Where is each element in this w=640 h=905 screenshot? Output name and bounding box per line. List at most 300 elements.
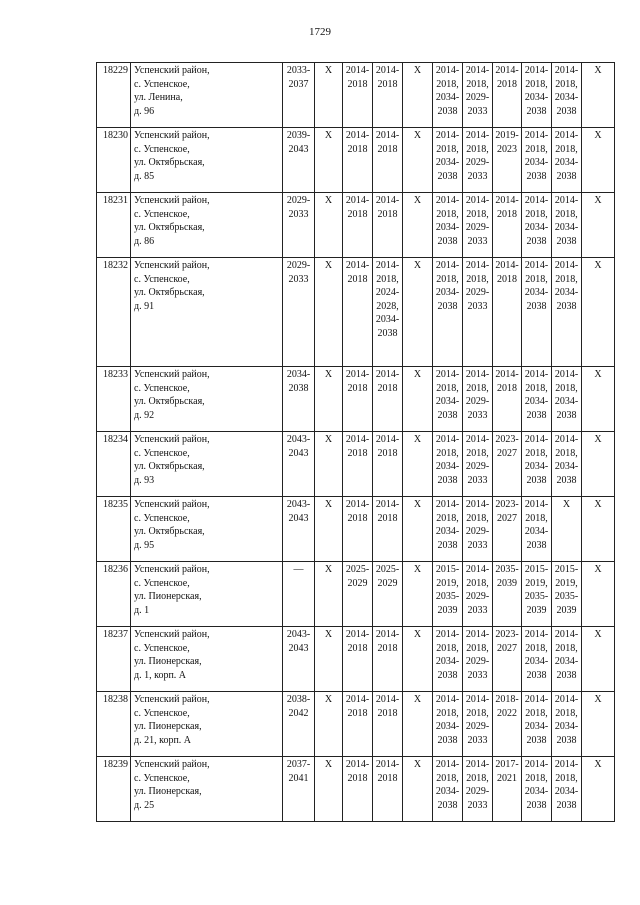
period-cell (403, 258, 433, 367)
address-line: ул. Октябрьская, (134, 222, 205, 233)
period-cell (433, 432, 463, 497)
period-cell (315, 258, 343, 367)
row-id: 18236 (97, 562, 131, 627)
cell-line: 2029- (465, 656, 490, 667)
address-cell (131, 193, 283, 258)
period-cell (582, 63, 615, 128)
cell-line: 2014- (465, 694, 490, 705)
cell-line: 2014- (524, 369, 549, 380)
cell-line: 2014- (435, 434, 460, 445)
cell-line: 2027 (497, 642, 517, 654)
cell-line: 2014- (554, 130, 579, 141)
cell-line: 2018 (347, 273, 368, 285)
address-line: д. 25 (134, 799, 155, 811)
cell-line: 2038 (437, 799, 458, 811)
period-cell (403, 757, 433, 822)
cell-line: 2034- (524, 287, 549, 298)
table-row (97, 497, 615, 562)
cell-line: 2018 (347, 642, 368, 654)
row-id: 18239 (97, 757, 131, 822)
cell-line: 2015- (554, 564, 579, 575)
period-cell (373, 258, 403, 367)
period-cell (493, 63, 522, 128)
cell-line: X (324, 65, 333, 76)
cell-line: 2014- (524, 195, 549, 206)
address-cell (131, 63, 283, 128)
period-cell (283, 367, 315, 432)
cell-line: 2014- (554, 260, 579, 271)
cell-line: 2018, (436, 78, 459, 90)
cell-line: 2035- (554, 591, 579, 602)
cell-line: X (594, 130, 602, 141)
period-cell (522, 193, 552, 258)
address-cell (131, 432, 283, 497)
cell-line: 2018 (347, 208, 368, 220)
period-cell (373, 432, 403, 497)
period-cell (463, 757, 493, 822)
cell-line: 2029- (286, 195, 311, 206)
cell-line: 2018 (347, 512, 368, 524)
period-cell (552, 757, 582, 822)
cell-line: 2038 (526, 409, 547, 421)
period-cell (522, 63, 552, 128)
cell-line: 2034- (435, 526, 460, 537)
table-row (97, 627, 615, 692)
period-cell (463, 562, 493, 627)
cell-line: X (594, 499, 602, 510)
period-cell (582, 432, 615, 497)
cell-line: 2014- (554, 759, 579, 770)
period-cell (552, 367, 582, 432)
address-line: с. Успенское, (134, 512, 190, 524)
cell-line: 2018, (436, 382, 459, 394)
period-cell (403, 367, 433, 432)
cell-line: 2034- (554, 656, 579, 667)
cell-line: 2033 (467, 409, 488, 421)
period-cell (582, 258, 615, 367)
period-cell (493, 258, 522, 367)
cell-line: 2014- (435, 195, 460, 206)
cell-line: 2018- (495, 694, 519, 705)
period-cell (433, 193, 463, 258)
cell-line: 2039 (526, 604, 547, 616)
cell-line: 2038 (526, 300, 547, 312)
table-row (97, 63, 615, 128)
cell-line: X (594, 65, 602, 76)
period-cell (433, 627, 463, 692)
cell-line: 2034- (524, 656, 549, 667)
cell-line: 2034- (524, 786, 549, 797)
address-cell (131, 128, 283, 193)
period-cell (493, 757, 522, 822)
cell-line: 2038 (556, 170, 577, 182)
cell-line: 2033 (467, 105, 488, 117)
cell-line: 2018, (525, 208, 548, 220)
period-cell (343, 193, 373, 258)
cell-line: 2038 (556, 105, 577, 117)
cell-line: 2038 (526, 170, 547, 182)
cell-line: 2014- (345, 629, 370, 640)
period-cell (315, 63, 343, 128)
address-line: Успенский район, (134, 195, 210, 206)
cell-line: 2041 (288, 772, 309, 784)
cell-line: 2014- (345, 759, 370, 770)
cell-line: 2034- (524, 526, 549, 537)
cell-line: 2018, (555, 143, 578, 155)
cell-line: 2018, (555, 78, 578, 90)
cell-line: 2034- (554, 721, 579, 732)
cell-line: 2033 (467, 474, 488, 486)
table-row (97, 367, 615, 432)
address-line: с. Успенское, (134, 78, 190, 90)
cell-line: 2018 (377, 707, 398, 719)
cell-line: 2029 (347, 577, 368, 589)
cell-line: 2017- (495, 759, 519, 770)
cell-line: X (413, 499, 422, 510)
period-cell (403, 562, 433, 627)
cell-line: 2014- (375, 369, 400, 380)
cell-line: 2037- (286, 759, 311, 770)
period-cell (315, 627, 343, 692)
cell-line: 2018, (466, 143, 489, 155)
address-line: Успенский район, (134, 369, 210, 380)
period-cell (552, 562, 582, 627)
cell-line: 2034- (375, 314, 400, 325)
period-cell (315, 367, 343, 432)
cell-line: 2018 (347, 447, 368, 459)
period-cell (493, 128, 522, 193)
period-cell (373, 692, 403, 757)
period-cell (522, 757, 552, 822)
cell-line: X (594, 434, 602, 445)
period-cell (522, 432, 552, 497)
cell-line: 2014- (524, 499, 549, 510)
cell-line: 2039 (437, 604, 458, 616)
cell-line: 2018, (436, 772, 459, 784)
address-cell (131, 367, 283, 432)
period-cell (373, 562, 403, 627)
period-cell (493, 193, 522, 258)
cell-line: 2014- (345, 195, 370, 206)
period-cell (433, 757, 463, 822)
cell-line: 2029- (465, 786, 490, 797)
period-cell (315, 757, 343, 822)
period-cell (522, 692, 552, 757)
address-cell (131, 757, 283, 822)
cell-line: 2018, (466, 447, 489, 459)
cell-line: 2034- (435, 396, 460, 407)
cell-line: 2038 (526, 235, 547, 247)
cell-line: 2014- (465, 434, 490, 445)
cell-line: 2018, (525, 772, 548, 784)
cell-line: 2038 (437, 669, 458, 681)
period-cell (343, 367, 373, 432)
cell-line: 2033 (467, 734, 488, 746)
period-cell (463, 63, 493, 128)
cell-line: 2014- (375, 65, 400, 76)
cell-line: 2018, (555, 208, 578, 220)
address-line: Успенский район, (134, 130, 210, 141)
address-line: ул. Октябрьская, (134, 157, 205, 168)
period-cell (433, 128, 463, 193)
cell-line: 2029- (465, 287, 490, 298)
cell-line: 2034- (524, 222, 549, 233)
cell-line: X (413, 369, 422, 380)
cell-line: 2025- (375, 564, 400, 575)
address-line: д. 93 (134, 474, 155, 486)
cell-line: 2043- (286, 434, 311, 445)
cell-line: 2018 (497, 382, 517, 394)
cell-line: X (413, 564, 422, 575)
period-cell (493, 432, 522, 497)
cell-line: 2014- (465, 759, 490, 770)
cell-line: 2034- (435, 287, 460, 298)
cell-line: 2018 (497, 208, 517, 220)
table-row (97, 757, 615, 822)
cell-line: 2018, (376, 273, 399, 285)
cell-line: 2018, (525, 707, 548, 719)
cell-line: 2014- (375, 434, 400, 445)
cell-line: 2014- (524, 629, 549, 640)
cell-line: 2029- (465, 721, 490, 732)
period-cell (343, 258, 373, 367)
cell-line: 2038 (556, 734, 577, 746)
cell-line: 2018, (436, 447, 459, 459)
cell-line: 2038 (556, 669, 577, 681)
table-row (97, 432, 615, 497)
period-cell (522, 562, 552, 627)
address-line: Успенский район, (134, 629, 210, 640)
cell-line: 2033 (467, 539, 488, 551)
address-line: ул. Октябрьская, (134, 461, 205, 472)
period-cell (373, 63, 403, 128)
period-cell (403, 193, 433, 258)
cell-line: 2023- (495, 499, 519, 510)
cell-line: 2014- (345, 65, 370, 76)
period-cell (283, 432, 315, 497)
cell-line: 2038 (437, 409, 458, 421)
cell-line: 2018, (555, 642, 578, 654)
schedule-table (96, 62, 615, 822)
cell-line: 2033 (467, 604, 488, 616)
cell-line: 2018 (497, 78, 517, 90)
cell-line: X (324, 499, 333, 510)
cell-line: 2014- (375, 130, 400, 141)
cell-line: 2014- (435, 629, 460, 640)
period-cell (463, 432, 493, 497)
cell-line: 2014- (524, 759, 549, 770)
cell-line: 2029- (465, 461, 490, 472)
period-cell (283, 258, 315, 367)
cell-line: 2043- (286, 499, 311, 510)
period-cell (283, 63, 315, 128)
cell-line: 2033 (467, 235, 488, 247)
cell-line: 2038 (437, 170, 458, 182)
cell-line: 2034- (554, 287, 579, 298)
period-cell (343, 757, 373, 822)
cell-line: 2014- (465, 260, 490, 271)
address-line: д. 86 (134, 235, 155, 247)
row-id: 18237 (97, 627, 131, 692)
period-cell (343, 627, 373, 692)
cell-line: 2014- (435, 694, 460, 705)
cell-line: 2034- (524, 396, 549, 407)
cell-line: X (324, 434, 333, 445)
period-cell (315, 497, 343, 562)
period-cell (463, 193, 493, 258)
cell-line: 2029- (465, 591, 490, 602)
cell-line: 2014- (435, 369, 460, 380)
cell-line: 2014- (435, 130, 460, 141)
cell-line: 2038 (437, 105, 458, 117)
period-cell (373, 367, 403, 432)
period-cell (403, 128, 433, 193)
address-line: д. 85 (134, 170, 155, 182)
cell-line: 2018, (436, 707, 459, 719)
cell-line: X (413, 195, 422, 206)
table-row (97, 258, 615, 367)
cell-line: 2019, (555, 577, 578, 589)
cell-line: X (594, 759, 602, 770)
period-cell (433, 63, 463, 128)
cell-line: 2035- (435, 591, 460, 602)
cell-line: X (324, 694, 333, 705)
period-cell (493, 692, 522, 757)
period-cell (522, 627, 552, 692)
cell-line: 2019, (525, 577, 548, 589)
cell-line: 2018, (525, 512, 548, 524)
cell-line: 2039 (497, 577, 517, 589)
cell-line: 2039 (556, 604, 577, 616)
cell-line: 2038 (526, 734, 547, 746)
cell-line: 2037 (288, 78, 309, 90)
cell-line: 2018, (466, 642, 489, 654)
cell-line: X (594, 564, 602, 575)
cell-line: X (413, 759, 422, 770)
period-cell (463, 497, 493, 562)
period-cell (373, 497, 403, 562)
period-cell (463, 258, 493, 367)
address-line: ул. Октябрьская, (134, 287, 205, 298)
address-line: д. 1, корп. А (134, 669, 187, 681)
address-line: д. 92 (134, 409, 155, 421)
period-cell (433, 692, 463, 757)
cell-line: 2029- (286, 260, 311, 271)
period-cell (522, 258, 552, 367)
cell-line: 2034- (554, 222, 579, 233)
cell-line: X (594, 260, 602, 271)
cell-line: 2027 (497, 447, 517, 459)
cell-line: 2014- (435, 260, 460, 271)
cell-line: 2038 (288, 382, 309, 394)
cell-line: X (413, 65, 422, 76)
cell-line: 2033 (467, 799, 488, 811)
cell-line: 2043 (288, 447, 309, 459)
cell-line: 2022 (497, 707, 517, 719)
cell-line: 2018 (347, 143, 368, 155)
cell-line: 2014- (554, 195, 579, 206)
period-cell (283, 193, 315, 258)
cell-line: 2014- (465, 65, 490, 76)
cell-line: 2029 (377, 577, 398, 589)
period-cell (582, 497, 615, 562)
period-cell (522, 367, 552, 432)
period-cell (315, 432, 343, 497)
period-cell (343, 128, 373, 193)
cell-line: 2014- (435, 65, 460, 76)
period-cell (373, 128, 403, 193)
cell-line: X (324, 260, 333, 271)
cell-line: 2038 (556, 799, 577, 811)
cell-line: 2014- (345, 369, 370, 380)
cell-line: 2014- (495, 65, 519, 76)
cell-line: 2014- (524, 694, 549, 705)
address-line: Успенский район, (134, 260, 210, 271)
period-cell (582, 757, 615, 822)
cell-line: 2018, (466, 772, 489, 784)
row-id: 18229 (97, 63, 131, 128)
cell-line: 2042 (288, 707, 309, 719)
cell-line: 2018, (436, 512, 459, 524)
address-line: ул. Пионерская, (134, 786, 202, 797)
address-line: с. Успенское, (134, 273, 190, 285)
table-body (97, 63, 615, 822)
cell-line: 2018 (347, 772, 368, 784)
cell-line: 2025- (345, 564, 370, 575)
cell-line: 2038 (556, 474, 577, 486)
cell-line: 2029- (465, 396, 490, 407)
address-line: Успенский район, (134, 759, 210, 770)
period-cell (343, 63, 373, 128)
cell-line: 2034- (524, 92, 549, 103)
cell-line: 2018, (555, 447, 578, 459)
cell-line: 2018, (466, 78, 489, 90)
period-cell (373, 193, 403, 258)
period-cell (403, 63, 433, 128)
address-line: с. Успенское, (134, 208, 190, 220)
address-line: с. Успенское, (134, 772, 190, 784)
address-line: с. Успенское, (134, 577, 190, 589)
period-cell (403, 432, 433, 497)
cell-line: 2019- (495, 130, 519, 141)
row-id: 18235 (97, 497, 131, 562)
period-cell (552, 128, 582, 193)
cell-line: 2033 (288, 273, 309, 285)
cell-line: 2038 (377, 327, 398, 339)
period-cell (403, 627, 433, 692)
period-cell (522, 128, 552, 193)
cell-line: 2018, (555, 273, 578, 285)
cell-line: 2014- (554, 369, 579, 380)
cell-line: 2018, (466, 512, 489, 524)
cell-line: 2038 (556, 235, 577, 247)
address-line: с. Успенское, (134, 143, 190, 155)
period-cell (343, 562, 373, 627)
cell-line: X (413, 629, 422, 640)
cell-line: 2038 (526, 669, 547, 681)
address-line: д. 91 (134, 300, 155, 312)
period-cell (582, 562, 615, 627)
address-line: д. 1 (134, 604, 150, 616)
cell-line: 2034- (554, 396, 579, 407)
cell-line: — (293, 564, 304, 575)
cell-line: 2043 (288, 143, 309, 155)
cell-line: 2018 (377, 143, 398, 155)
table-row (97, 193, 615, 258)
cell-line: X (324, 369, 333, 380)
cell-line: 2018, (466, 577, 489, 589)
period-cell (315, 562, 343, 627)
